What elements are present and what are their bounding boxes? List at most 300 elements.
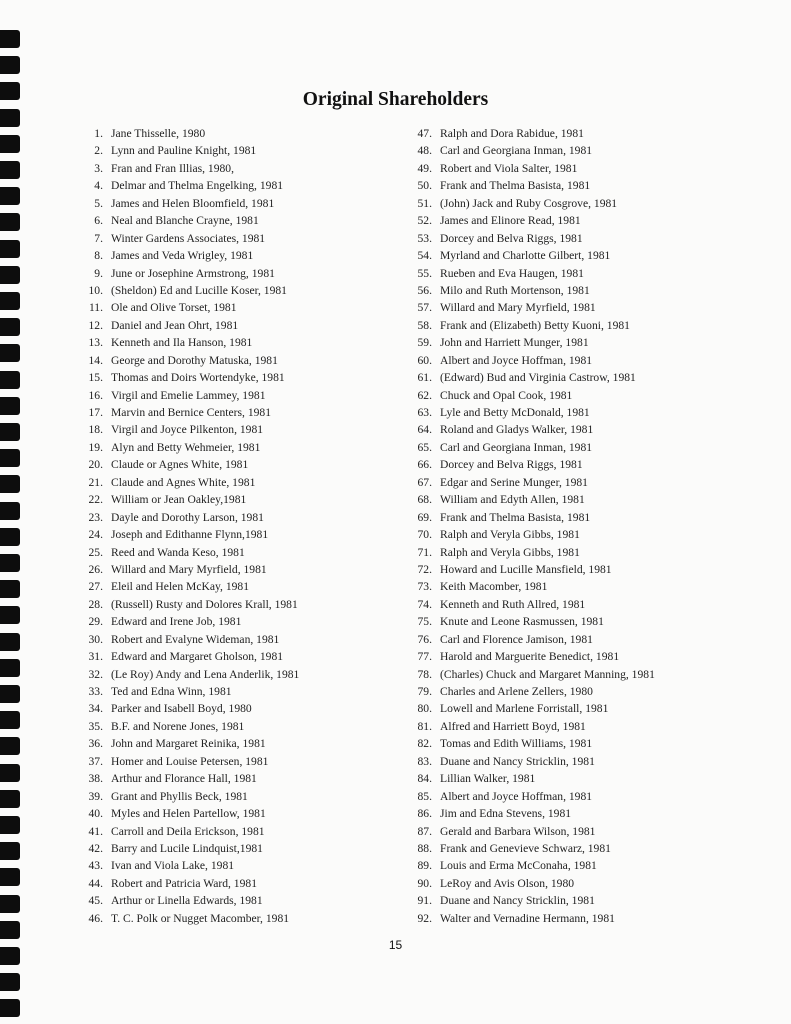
entry-name: Roland and Gladys Walker, 1981 [440,423,594,437]
entry-number: 90. [417,876,432,890]
entry-name: (Russell) Rusty and Dolores Krall, 1981 [111,597,298,611]
entry-number: 70. [417,528,432,542]
entry-name: Edward and Margaret Gholson, 1981 [111,650,284,664]
entry-number: 13. [88,336,103,350]
entry-number: 62. [417,388,432,402]
shareholder-entry [83,369,413,386]
shareholder-entry [83,648,413,665]
shareholder-entry [83,334,413,351]
shareholder-entry [83,352,413,369]
entry-number: 9. [94,266,103,280]
entry-number: 55. [417,266,432,280]
shareholder-entry [83,910,413,927]
shareholder-entry [83,299,413,316]
shareholder-entry [412,526,762,543]
shareholder-entry [83,474,413,491]
entry-name: Dorcey and Belva Riggs, 1981 [440,231,583,245]
shareholder-entry [412,212,762,229]
binding-hole [0,371,20,389]
entry-name: Charles and Arlene Zellers, 1980 [440,685,593,698]
shareholder-entry [412,718,762,735]
entry-number: 76. [417,632,432,646]
entry-number: 46. [88,911,103,925]
shareholder-entry [412,369,762,386]
shareholder-entry [83,265,413,282]
entry-number: 81. [417,719,432,733]
shareholder-entry [412,439,762,456]
shareholder-entry [412,247,762,264]
shareholder-entry [83,195,413,212]
entry-name: Robert and Patricia Ward, 1981 [111,876,257,890]
page-number: 15 [388,938,403,952]
entry-name: Lynn and Pauline Knight, 1981 [111,144,257,158]
shareholder-entry [412,770,762,787]
entry-number: 52. [417,214,432,228]
shareholder-entry [83,718,413,735]
entry-name: Frank and Genevieve Schwarz, 1981 [440,841,611,855]
binding-hole [0,921,20,939]
shareholder-entry [412,892,762,909]
shareholder-entry [83,439,413,456]
shareholder-entry [412,491,762,508]
entry-number: 17. [88,406,103,419]
entry-number: 53. [417,231,432,245]
entry-name: Thomas and Doirs Wortendyke, 1981 [111,371,285,385]
binding-hole [0,737,20,755]
shareholder-entry [83,160,413,177]
entry-name: Neal and Blanche Crayne, 1981 [111,214,259,228]
shareholder-entry [412,195,762,212]
entry-number: 14. [88,353,103,367]
binding-hole [0,397,20,415]
entry-name: James and Helen Bloomfield, 1981 [111,196,275,210]
entry-number: 25. [88,545,103,559]
entry-number: 63. [417,406,432,419]
entry-name: Ralph and Veryla Gibbs, 1981 [440,528,580,542]
entry-number: 66. [417,458,432,472]
entry-name: Eleil and Helen McKay, 1981 [111,580,250,594]
binding-hole [0,816,20,834]
shareholder-entry [83,212,413,229]
binding-hole [0,240,20,258]
binding-hole [0,423,20,441]
entry-name: Reed and Wanda Keso, 1981 [111,545,245,559]
entry-number: 3. [94,161,103,175]
shareholder-entry [412,596,762,613]
entry-name: Dayle and Dorothy Larson, 1981 [111,510,264,524]
shareholder-entry [412,177,762,194]
shareholder-entry [83,788,413,805]
entry-name: John and Margaret Reinika, 1981 [111,737,266,751]
binding-hole [0,187,20,205]
entry-name: (Sheldon) Ed and Lucille Koser, 1981 [111,283,287,297]
entry-number: 45. [88,894,103,908]
entry-name: Myles and Helen Partellow, 1981 [111,807,266,821]
entry-number: 89. [417,859,432,873]
entry-number: 83. [417,754,432,768]
entry-name: Keith Macomber, 1981 [440,580,548,594]
entry-number: 59. [417,336,432,350]
entry-name: Frank and Thelma Basista, 1981 [440,179,591,193]
binding-hole [0,764,20,782]
shareholder-entry [412,683,762,700]
entry-number: 39. [88,789,103,803]
binding-hole [0,135,20,153]
shareholder-entry [412,753,762,770]
entry-name: Alyn and Betty Wehmeier, 1981 [111,440,261,454]
shareholder-entry [412,578,762,595]
shareholder-entry [83,770,413,787]
entry-name: Tomas and Edith Williams, 1981 [440,737,593,751]
entry-number: 77. [417,650,432,664]
entry-number: 33. [88,685,103,698]
entry-number: 67. [417,475,432,489]
shareholder-list-left [83,125,413,927]
entry-name: Parker and Isabell Boyd, 1980 [111,702,252,716]
shareholder-entry [83,526,413,543]
shareholder-entry [83,491,413,508]
entry-number: 84. [417,772,432,786]
shareholder-entry [83,177,413,194]
entry-number: 34. [88,702,103,716]
entry-name: Robert and Viola Salter, 1981 [440,161,578,175]
shareholder-entry [83,666,413,683]
binding-hole [0,213,20,231]
entry-name: Alfred and Harriett Boyd, 1981 [440,719,586,733]
entry-name: Kenneth and Ruth Allred, 1981 [440,597,586,611]
entry-name: Carl and Georgiana Inman, 1981 [440,440,593,454]
shareholder-entry [412,823,762,840]
shareholder-entry [412,544,762,561]
entry-name: Albert and Joyce Hoffman, 1981 [440,353,593,367]
entry-name: (Le Roy) Andy and Lena Anderlik, 1981 [111,667,300,681]
entry-name: Arthur and Florance Hall, 1981 [111,772,257,786]
shareholder-entry [83,404,413,421]
entry-name: George and Dorothy Matuska, 1981 [111,353,278,367]
shareholder-entry [83,247,413,264]
shareholder-entry [83,596,413,613]
entry-number: 51. [417,196,432,210]
entry-number: 37. [88,754,103,768]
entry-number: 10. [88,283,103,297]
entry-number: 91. [417,894,432,908]
entry-name: Willard and Mary Myrfield, 1981 [440,301,596,315]
entry-number: 18. [88,423,103,437]
binding-hole [0,56,20,74]
shareholder-entry [412,282,762,299]
entry-number: 50. [417,179,432,193]
shareholder-entry [83,631,413,648]
entry-name: Frank and (Elizabeth) Betty Kuoni, 1981 [440,318,630,332]
shareholder-entry [83,142,413,159]
binding-hole [0,109,20,127]
entry-number: 64. [417,423,432,437]
shareholder-entry [412,125,762,142]
binding-hole [0,973,20,991]
shareholder-entry [412,700,762,717]
entry-name: William or Jean Oakley,1981 [111,493,247,507]
shareholder-entry [83,753,413,770]
entry-name: Joseph and Edithanne Flynn,1981 [111,528,269,542]
binding-hole [0,449,20,467]
shareholder-entry [83,317,413,334]
entry-name: Kenneth and Ila Hanson, 1981 [111,336,253,350]
shareholder-entry [412,265,762,282]
shareholder-entry [412,352,762,369]
entry-number: 74. [417,597,432,611]
entry-number: 29. [88,615,103,629]
entry-name: Barry and Lucile Lindquist,1981 [111,841,263,855]
entry-number: 75. [417,615,432,629]
entry-number: 38. [88,772,103,786]
entry-name: Chuck and Opal Cook, 1981 [440,388,573,402]
entry-name: James and Veda Wrigley, 1981 [111,249,254,263]
shareholder-list-right [412,125,762,927]
entry-name: Albert and Joyce Hoffman, 1981 [440,789,593,803]
entry-name: Fran and Fran Illias, 1980, [111,161,235,175]
binding-hole [0,266,20,284]
shareholder-entry [83,544,413,561]
entry-name: Ivan and Viola Lake, 1981 [111,859,235,873]
binding-hole [0,606,20,624]
entry-number: 44. [88,876,103,890]
entry-number: 7. [94,231,103,245]
entry-name: B.F. and Norene Jones, 1981 [111,719,245,733]
entry-name: Edgar and Serine Munger, 1981 [440,475,588,489]
spiral-binding [0,0,24,1024]
entry-name: Rueben and Eva Haugen, 1981 [440,266,584,280]
binding-hole [0,30,20,48]
entry-name: Arthur or Linella Edwards, 1981 [111,894,263,908]
entry-name: Carroll and Deila Erickson, 1981 [111,824,265,838]
shareholder-entry [83,613,413,630]
shareholder-entry [83,683,413,700]
entry-number: 28. [88,597,103,611]
shareholder-entry [412,631,762,648]
entry-number: 79. [417,685,432,698]
entry-name: Frank and Thelma Basista, 1981 [440,510,591,524]
entry-name: Lillian Walker, 1981 [440,772,536,786]
entry-number: 27. [88,580,103,594]
binding-hole [0,475,20,493]
entry-number: 8. [94,249,103,263]
shareholder-entry [83,892,413,909]
shareholder-entry [412,805,762,822]
binding-hole [0,999,20,1017]
entry-number: 88. [417,841,432,855]
entry-number: 6. [94,214,103,228]
entry-number: 61. [417,371,432,385]
binding-hole [0,685,20,703]
entry-name: Jim and Edna Stevens, 1981 [440,807,572,821]
binding-hole [0,161,20,179]
entry-name: Claude or Agnes White, 1981 [111,458,249,472]
entry-number: 36. [88,737,103,751]
shareholder-entry [83,421,413,438]
entry-number: 72. [417,562,432,576]
binding-hole [0,659,20,677]
entry-name: Lowell and Marlene Forristall, 1981 [440,702,609,716]
binding-hole [0,711,20,729]
entry-name: Knute and Leone Rasmussen, 1981 [440,615,604,629]
entry-name: Carl and Florence Jamison, 1981 [440,632,593,646]
entry-name: William and Edyth Allen, 1981 [440,493,585,507]
shareholder-entry [412,160,762,177]
shareholder-entry [412,142,762,159]
shareholder-entry [83,456,413,473]
entry-name: Delmar and Thelma Engelking, 1981 [111,179,284,193]
entry-name: Daniel and Jean Ohrt, 1981 [111,318,239,332]
binding-hole [0,633,20,651]
entry-number: 78. [417,667,432,681]
binding-hole [0,554,20,572]
binding-hole [0,292,20,310]
entry-name: Ted and Edna Winn, 1981 [111,685,232,698]
entry-number: 26. [88,562,103,576]
shareholder-entry [412,666,762,683]
entry-name: Winter Gardens Associates, 1981 [111,231,266,245]
entry-name: Virgil and Joyce Pilkenton, 1981 [111,423,264,437]
entry-number: 23. [88,510,103,524]
entry-number: 19. [88,440,103,454]
shareholder-entry [412,735,762,752]
entry-number: 5. [94,196,103,210]
shareholder-entry [412,840,762,857]
entry-number: 60. [417,353,432,367]
entry-name: Lyle and Betty McDonald, 1981 [440,406,590,419]
shareholder-entry [83,125,413,142]
entry-number: 11. [88,301,103,315]
entry-number: 80. [417,702,432,716]
entry-number: 65. [417,440,432,454]
shareholder-entry [83,857,413,874]
binding-hole [0,895,20,913]
entry-number: 57. [417,301,432,315]
shareholder-entry [83,578,413,595]
shareholder-entry [412,561,762,578]
entry-number: 20. [88,458,103,472]
shareholder-entry [83,823,413,840]
binding-hole [0,790,20,808]
shareholder-entry [83,700,413,717]
page-title: Original Shareholders [302,89,489,110]
entry-number: 22. [88,493,103,507]
entry-number: 48. [417,144,432,158]
entry-name: Grant and Phyllis Beck, 1981 [111,789,248,803]
entry-number: 87. [417,824,432,838]
entry-name: Louis and Erma McConaha, 1981 [440,859,597,873]
shareholder-entry [412,788,762,805]
entry-number: 49. [417,161,432,175]
entry-number: 31. [88,650,103,664]
shareholder-entry [412,317,762,334]
entry-number: 92. [417,911,432,925]
entry-number: 1. [94,127,103,140]
entry-number: 42. [88,841,103,855]
shareholder-entry [83,805,413,822]
shareholder-entry [83,509,413,526]
entry-name: Edward and Irene Job, 1981 [111,615,242,629]
entry-name: Jane Thisselle, 1980 [111,127,206,140]
shareholder-entry [412,387,762,404]
entry-number: 73. [417,580,432,594]
entry-number: 12. [88,318,103,332]
entry-name: Harold and Marguerite Benedict, 1981 [440,650,620,664]
shareholder-entry [412,334,762,351]
entry-name: Myrland and Charlotte Gilbert, 1981 [440,249,611,263]
shareholder-entry [83,840,413,857]
entry-name: Ole and Olive Torset, 1981 [111,301,237,315]
entry-name: James and Elinore Read, 1981 [440,214,581,228]
entry-name: Ralph and Dora Rabidue, 1981 [440,127,584,140]
entry-number: 2. [94,144,103,158]
entry-name: June or Josephine Armstrong, 1981 [111,266,275,280]
entry-name: Claude and Agnes White, 1981 [111,475,256,489]
shareholder-entry [83,282,413,299]
shareholder-entry [412,613,762,630]
binding-hole [0,842,20,860]
shareholder-entry [412,404,762,421]
entry-number: 35. [88,719,103,733]
entry-number: 16. [88,388,103,402]
entry-number: 56. [417,283,432,297]
entry-number: 40. [88,807,103,821]
entry-number: 58. [417,318,432,332]
entry-number: 43. [88,859,103,873]
shareholder-entry [412,456,762,473]
shareholder-entry [412,509,762,526]
entry-number: 86. [417,807,432,821]
binding-hole [0,344,20,362]
shareholder-entry [412,648,762,665]
entry-name: T. C. Polk or Nugget Macomber, 1981 [111,911,290,925]
entry-number: 68. [417,493,432,507]
entry-name: Homer and Louise Petersen, 1981 [111,754,269,768]
entry-number: 71. [417,545,432,559]
entry-number: 47. [417,127,432,140]
binding-hole [0,502,20,520]
entry-name: Milo and Ruth Mortenson, 1981 [440,283,590,297]
shareholder-entry [412,875,762,892]
shareholder-entry [412,474,762,491]
entry-name: (Charles) Chuck and Margaret Manning, 1981 [440,667,655,681]
entry-number: 15. [88,371,103,385]
entry-number: 85. [417,789,432,803]
shareholder-entry [412,421,762,438]
entry-name: Gerald and Barbara Wilson, 1981 [440,824,596,838]
shareholder-entry [83,387,413,404]
entry-name: Carl and Georgiana Inman, 1981 [440,144,593,158]
entry-name: Marvin and Bernice Centers, 1981 [111,406,272,419]
entry-number: 4. [94,179,103,193]
entry-number: 69. [417,510,432,524]
shareholder-entry [412,910,762,927]
shareholder-entry [412,857,762,874]
entry-name: Willard and Mary Myrfield, 1981 [111,562,267,576]
entry-number: 54. [417,249,432,263]
entry-name: Howard and Lucille Mansfield, 1981 [440,562,612,576]
shareholder-entry [83,735,413,752]
entry-number: 32. [88,667,103,681]
entry-name: Walter and Vernadine Hermann, 1981 [440,911,615,925]
entry-name: Duane and Nancy Stricklin, 1981 [440,894,595,908]
entry-name: (Edward) Bud and Virginia Castrow, 1981 [440,371,636,385]
binding-hole [0,868,20,886]
entry-name: Ralph and Veryla Gibbs, 1981 [440,545,580,559]
entry-name: Dorcey and Belva Riggs, 1981 [440,458,583,472]
shareholder-entry [83,230,413,247]
shareholder-entry [412,230,762,247]
